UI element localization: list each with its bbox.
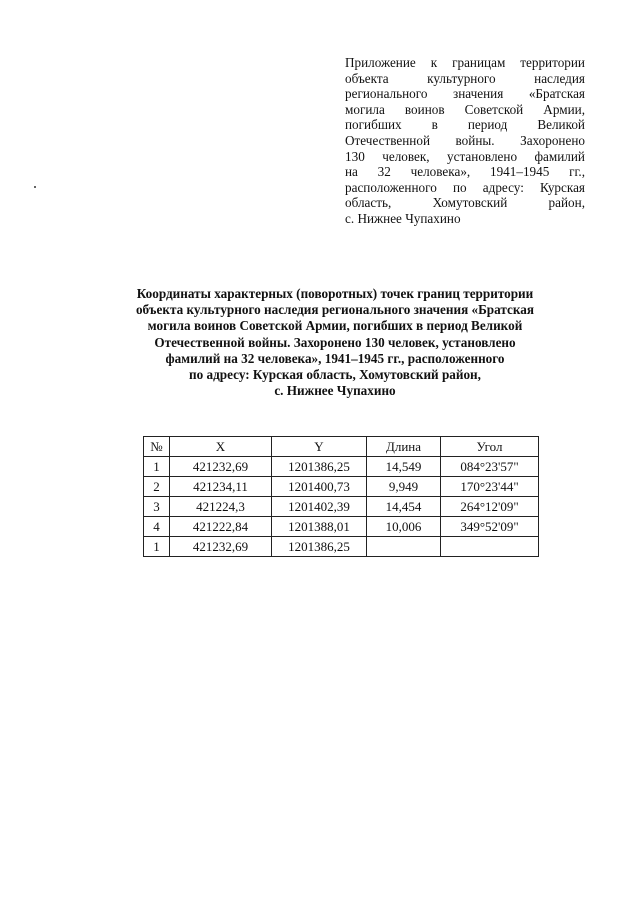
cell-angle: 264°12'09": [441, 497, 539, 517]
scan-speck: [34, 186, 36, 188]
cell-number: 2: [144, 477, 170, 497]
cell-length: [367, 537, 441, 557]
column-header-number: №: [144, 437, 170, 457]
cell-x: 421232,69: [170, 537, 272, 557]
table-row: [144, 457, 539, 477]
title-line: Координаты характерных (поворотных) точек границ территории: [136, 286, 534, 301]
cell-x: 421232,69: [170, 457, 272, 477]
appendix-line: Приложение к границам территории: [345, 55, 585, 70]
cell-length: 10,006: [367, 517, 441, 537]
column-header-y: Y: [272, 437, 367, 457]
table-header-row: [144, 437, 539, 457]
cell-y: 1201388,01: [272, 517, 367, 537]
cell-length: 9,949: [367, 477, 441, 497]
cell-x: 421224,3: [170, 497, 272, 517]
appendix-line: на 32 человека», 1941–1945 гг.,: [345, 164, 585, 180]
title-line: могила воинов Советской Армии, погибших в период Великой: [147, 318, 523, 334]
cell-number: 3: [144, 497, 170, 517]
column-header-length: Длина: [367, 437, 441, 457]
table-row: [144, 517, 539, 537]
document-title: [95, 286, 575, 399]
cell-y: 1201400,73: [272, 477, 367, 497]
cell-angle: 349°52'09": [441, 517, 539, 537]
cell-angle: 170°23'44": [441, 477, 539, 497]
appendix-line: погибших в период Великой: [345, 117, 585, 133]
cell-number: 1: [144, 457, 170, 477]
cell-x: 421234,11: [170, 477, 272, 497]
cell-angle: [441, 537, 539, 557]
appendix-line: объекта культурного наследия: [345, 70, 585, 86]
title-line: по адресу: Курская область, Хомутовский район,: [189, 367, 481, 383]
title-line: Отечественной войны. Захоронено 130 человек, установлено: [154, 334, 516, 350]
appendix-line: 130 человек, установлено фамилий: [345, 148, 585, 164]
title-line: фамилий на 32 человека», 1941–1945 гг., расположенного: [165, 350, 505, 366]
cell-number: 4: [144, 517, 170, 537]
cell-length: 14,549: [367, 457, 441, 477]
cell-y: 1201386,25: [272, 537, 367, 557]
table-row: [144, 537, 539, 557]
appendix-line: Отечественной войны. Захоронено: [345, 132, 585, 148]
cell-x: 421222,84: [170, 517, 272, 537]
cell-length: 14,454: [367, 497, 441, 517]
cell-number: 1: [144, 537, 170, 557]
cell-angle: 084°23'57": [441, 457, 539, 477]
appendix-line: с. Нижнее Чупахино: [345, 210, 461, 226]
coordinates-table: [143, 436, 539, 557]
title-line: объекта культурного наследия регионального значения «Братская: [135, 302, 535, 318]
appendix-note: [345, 55, 585, 227]
appendix-line: регионального значения «Братская: [345, 86, 585, 102]
appendix-line: область, Хомутовский район,: [345, 195, 585, 211]
title-line: с. Нижнее Чупахино: [274, 383, 396, 399]
cell-y: 1201386,25: [272, 457, 367, 477]
column-header-angle: Угол: [441, 437, 539, 457]
appendix-line: расположенного по адресу: Курская: [345, 179, 585, 195]
cell-y: 1201402,39: [272, 497, 367, 517]
table-row: [144, 477, 539, 497]
column-header-x: X: [170, 437, 272, 457]
table-row: [144, 497, 539, 517]
appendix-line: могила воинов Советской Армии,: [345, 101, 585, 117]
